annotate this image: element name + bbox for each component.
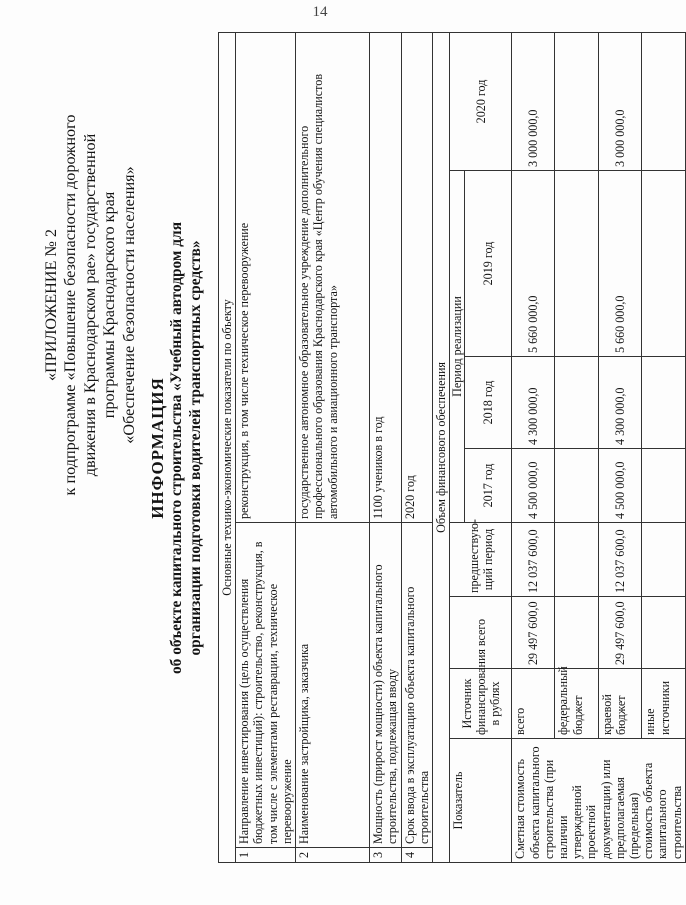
prev-cell: 12 037 600,0	[512, 523, 555, 597]
row-label: Наименование застройщика, заказчика	[296, 523, 370, 848]
document-title	[148, 33, 205, 863]
prev-cell: 12 037 600,0	[598, 523, 642, 597]
source-cell: краевой бюджет	[598, 669, 642, 739]
col-year: 2020 год	[450, 32, 512, 170]
total-cell: 29 497 600,0	[598, 597, 642, 669]
title-sub-line: организации подготовки водителей транспортных средств»	[186, 240, 204, 656]
col-total: всего	[450, 597, 512, 669]
row-label: Направление инвестирования (цель осуществления бюджетных инвестиций): строительство, реконструкция, в том числе с элементами реставрации, техническое перевооружение	[236, 523, 296, 848]
col-indicator: Показатель	[450, 739, 512, 863]
row-number: 3	[370, 848, 401, 863]
prev-cell	[642, 523, 686, 597]
year-cell	[642, 449, 686, 523]
year-cell	[642, 171, 686, 357]
year-cell: 4 500 000,0	[512, 449, 555, 523]
year-cell: 5 660 000,0	[512, 171, 555, 357]
year-cell: 3 000 000,0	[598, 32, 642, 170]
page-number: 14	[312, 4, 328, 20]
col-source: Источник финансирования в рублях	[450, 669, 512, 739]
row-label: Мощность (прирост мощности) объекта капитального строительства, подлежащая вводу	[370, 523, 401, 848]
year-cell: 4 300 000,0	[598, 357, 642, 449]
row-number: 1	[236, 848, 296, 863]
main-table-header: Основные технико-экономические показатели по объекту	[219, 32, 236, 862]
total-cell	[555, 597, 599, 669]
col-period: Период реализации	[450, 171, 465, 523]
row-value: 2020 год	[401, 32, 432, 522]
year-cell	[555, 171, 599, 357]
source-cell: всего	[512, 669, 555, 739]
year-cell	[642, 357, 686, 449]
year-cell	[642, 32, 686, 170]
year-cell: 4 500 000,0	[598, 449, 642, 523]
table-row	[370, 32, 401, 862]
col-year: 2018 год	[465, 357, 512, 449]
row-number: 2	[296, 848, 370, 863]
appendix-line: «ПРИЛОЖЕНИЕ № 2	[42, 228, 60, 382]
object-info-table	[218, 32, 686, 863]
col-year: 2017 год	[465, 449, 512, 523]
table-row	[296, 32, 370, 862]
source-cell: федеральный бюджет	[555, 669, 599, 739]
total-cell	[642, 597, 686, 669]
finance-row	[555, 32, 599, 862]
year-cell	[555, 357, 599, 449]
col-prev-period: предшествую-щий период	[450, 523, 512, 597]
finance-row	[512, 32, 555, 862]
rotated-sheet	[36, 33, 684, 873]
year-cell: 4 300 000,0	[512, 357, 555, 449]
finance-row	[598, 32, 642, 862]
year-cell	[555, 449, 599, 523]
row-number: 4	[401, 848, 432, 863]
row-label: Срок ввода в эксплуатацию объекта капитального строительства	[401, 523, 432, 848]
table-row	[236, 32, 296, 862]
row-value: государственное автономное образовательное учреждение дополнительного профессионального образования Краснодарского края «Центр обучения специалистов автомобильного и авиационного транспорта»	[296, 32, 370, 522]
prev-cell	[555, 523, 599, 597]
appendix-line: программы Краснодарского края	[100, 191, 119, 419]
total-cell: 29 497 600,0	[512, 597, 555, 669]
col-year: 2019 год	[465, 171, 512, 357]
appendix-line: к подпрограмме «Повышение безопасности дорожного	[61, 114, 80, 496]
year-cell	[555, 32, 599, 170]
title-main: ИНФОРМАЦИЯ	[148, 377, 167, 519]
source-cell: иные источники	[642, 669, 686, 739]
indicator-text: Сметная стоимость объекта капитального строительства (при наличии утвержденной проектной документации) или предполагаемая (предельная) стоимость объекта капитального строительства	[512, 739, 685, 863]
appendix-header	[42, 33, 139, 577]
appendix-line: «Обеспечение безопасности населения»	[119, 166, 138, 444]
finance-row	[642, 32, 686, 862]
title-sub-line: об объекте капитального строительства «Учебный автодром для	[168, 221, 185, 675]
appendix-line: движения в Краснодарском рае» государственной	[80, 133, 99, 477]
table-row	[401, 32, 432, 862]
row-value: 1100 учеников в год	[370, 32, 401, 522]
year-cell: 3 000 000,0	[512, 32, 555, 170]
row-value: реконструкция, в том числе техническое перевооружение	[236, 32, 296, 522]
finance-column-header-row	[450, 32, 465, 862]
finance-header: Объем финансового обеспечения	[433, 32, 450, 862]
year-cell: 5 660 000,0	[598, 171, 642, 357]
